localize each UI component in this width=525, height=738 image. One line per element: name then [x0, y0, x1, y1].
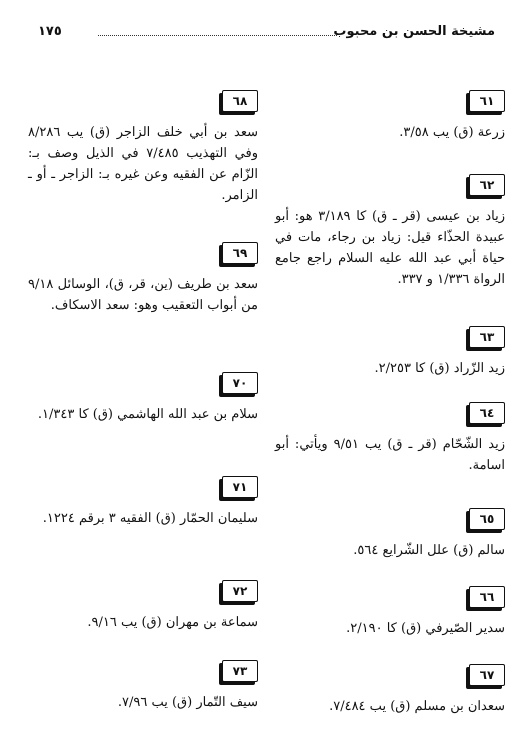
entry-text: سعد بن طريف (ين، قر، ق)، الوسائل ٩/١٨ من أبواب التعقيب وهو: سعد الاسكاف. [28, 277, 258, 313]
entry-number-badge: ٦٤ [469, 402, 505, 424]
entry-number-badge: ٦٦ [469, 586, 505, 608]
entry-number-badge: ٦٧ [469, 664, 505, 686]
entry-text: سدير الصّيرفي (ق) كا ٢/١٩٠. [346, 621, 505, 636]
page-number: ١٧٥ [38, 24, 62, 39]
entry-text: سماعة بن مهران (ق) يب ٩/١٦. [87, 615, 258, 630]
leader-dots [98, 35, 337, 36]
entry-text: زيد الزّراد (ق) كا ٢/٢٥٣. [374, 361, 505, 376]
entry-number-badge: ٧١ [222, 476, 258, 498]
entry-text: زياد بن عيسى (قر ـ ق) كا ٣/١٨٩ هو: أبو عبيدة الحذّاء قيل: زياد بن رجاء، مات في حياة أبي عبد الله عليه السلام راجع جامع الرواة ١/٣٣٦ و ٣٣٧. [275, 209, 505, 287]
entry-number-badge: ٦١ [469, 90, 505, 112]
running-title: مشيخة الحسن بن محبوب [333, 24, 495, 39]
entry-text: زرعة (ق) يب ٣/٥٨. [399, 125, 505, 140]
entry-number-badge: ٦٣ [469, 326, 505, 348]
page-header [18, 22, 507, 42]
entry-number-badge: ٧٠ [222, 372, 258, 394]
entry-number-badge: ٦٥ [469, 508, 505, 530]
entry-number-badge: ٧٢ [222, 580, 258, 602]
entry-text: سعدان بن مسلم (ق) يب ٧/٤٨٤. [329, 699, 505, 714]
entry-text: سلام بن عبد الله الهاشمي (ق) كا ١/٣٤٣. [37, 407, 258, 422]
entry-text: سعد بن أبي خلف الزاجر (ق) يب ٨/٢٨٦ وفي التهذيب ٧/٤٨٥ في الذيل وصف بـ: الزّام عن الفقيه وعن غيره بـ: الزاجر ـ أو ـ الزامر. [28, 125, 258, 203]
entry-text: سليمان الحمّار (ق) الفقيه ٣ برقم ١٢٢٤. [42, 511, 258, 526]
entry-number-badge: ٦٩ [222, 242, 258, 264]
entry-text: سيف التّمار (ق) يب ٧/٩٦. [117, 695, 258, 710]
entry-text: سالم (ق) علل الشّرايع ٥٦٤. [353, 543, 505, 558]
entry-number-badge: ٦٨ [222, 90, 258, 112]
entry-number-badge: ٦٢ [469, 174, 505, 196]
entry-text: زيد الشّحّام (قر ـ ق) يب ٩/٥١ ويأتي: أبو اسامة. [275, 437, 505, 473]
entry-number-badge: ٧٣ [222, 660, 258, 682]
